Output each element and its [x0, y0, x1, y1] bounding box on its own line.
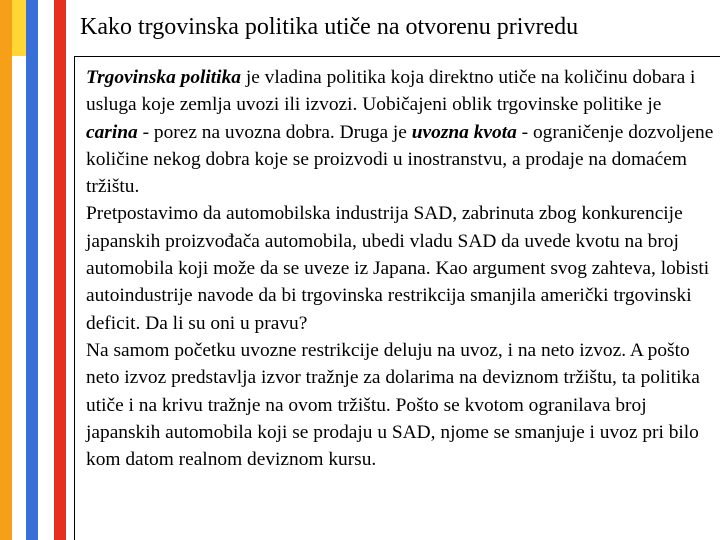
- paragraph-text: Na samom početku uvozne restrikcije deluju na uvoz, i na neto izvoz. A pošto neto izvoz predstavlja izvor tražnje za dolarima na deviznom tržištu, ta politika utiče i na krivu tražnje na ovom tržištu. Pošto se kvotom ogranilava broj japanskih automobila koji se prodaju u SAD, njome se smanjuje i uvoz pri bilo kom datom realnom deviznom kursu.: [86, 339, 700, 471]
- paragraph-text: - ograničenje dozvoljene količine nekog dobra koje se proizvodi u inostranstvu, a prodaje na domaćem tržištu.: [86, 121, 714, 198]
- paragraph-trade-policy: [86, 64, 714, 200]
- paragraph-text: Pretpostavimo da automobilska industrija SAD, zabrinuta zbog konkurencije japanskih proizvođača automobila, ubedi vladu SAD da uvede kvotu na broj automobila koji može da se uveze iz Japana. Kao argument svog zahteva, lobisti autoindustrije navode da bi trgovinska restrikcija smanjila američki trgovinski deficit. Da li su oni u pravu?: [86, 203, 710, 334]
- paragraph-example: [86, 200, 714, 336]
- term-tariff: carina: [86, 121, 138, 143]
- decorative-stripe-white: [12, 56, 26, 540]
- paragraph-effects: [86, 337, 714, 473]
- term-import-quota: uvozna kvota: [411, 121, 517, 143]
- decorative-stripe-red: [54, 0, 66, 540]
- slide-body: [86, 64, 714, 473]
- decorative-stripe-yellow: [12, 0, 26, 56]
- term-trade-policy: Trgovinska politika: [86, 67, 241, 88]
- paragraph-text: - porez na uvozna dobra. Druga je: [137, 121, 412, 143]
- paragraph-text: je vladina politika koja direktno utiče na količinu dobara i usluga koje zemlja uvozi ili izvozi. Uobičajeni oblik trgovinske politike je: [86, 67, 696, 116]
- decorative-stripe-orange: [0, 0, 12, 540]
- slide-title: Kako trgovinska politika utiče na otvorenu privredu: [80, 14, 579, 40]
- decorative-stripe-blue: [26, 0, 38, 540]
